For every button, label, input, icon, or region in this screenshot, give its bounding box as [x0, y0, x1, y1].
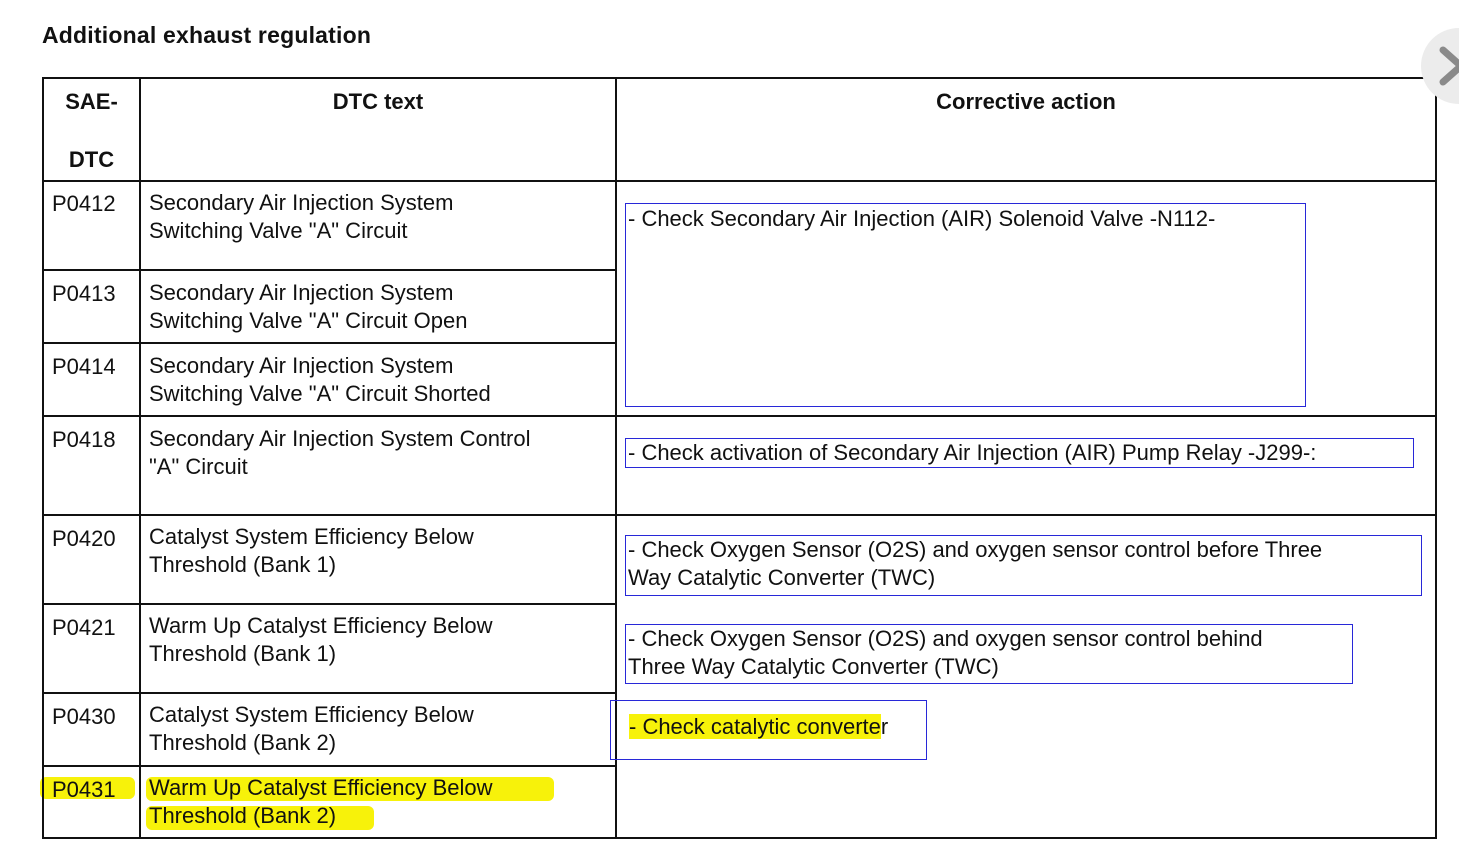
dtc-description-line: "A" Circuit: [149, 454, 248, 479]
table-border: [42, 342, 617, 344]
table-border: [42, 415, 1437, 417]
dtc-code: P0421: [52, 615, 116, 640]
dtc-description: [149, 352, 491, 408]
corrective-action-text: - Check Oxygen Sensor (O2S) and oxygen sensor control behind: [628, 626, 1263, 651]
table-border: [42, 837, 1437, 839]
dtc-description-line: Threshold (Bank 1): [149, 552, 337, 577]
table-border: [42, 514, 1437, 516]
dtc-description-line: Secondary Air Injection System: [149, 190, 454, 215]
dtc-description: [149, 425, 531, 481]
corrective-action-text: r: [880, 714, 889, 739]
table-border: [42, 77, 1437, 79]
dtc-description: [149, 279, 467, 335]
header-corrective-action: Corrective action: [936, 89, 1116, 114]
dtc-description-line: Warm Up Catalyst Efficiency Below: [149, 613, 493, 638]
dtc-description-line: Catalyst System Efficiency Below: [149, 702, 474, 727]
dtc-description-line: Secondary Air Injection System Control: [149, 426, 531, 451]
dtc-code: P0412: [52, 191, 116, 216]
dtc-description-line: Catalyst System Efficiency Below: [149, 524, 474, 549]
corrective-action-text: - Check Oxygen Sensor (O2S) and oxygen sensor control before Three: [628, 537, 1323, 562]
table-border: [42, 180, 1437, 182]
table-border: [42, 692, 617, 694]
highlighted-text: - Check catalytic converte: [629, 714, 881, 739]
dtc-code: P0431: [52, 777, 116, 802]
dtc-description-line: Threshold (Bank 2): [149, 803, 337, 828]
table-border: [42, 77, 44, 839]
dtc-description-line: Switching Valve "A" Circuit Open: [149, 308, 468, 333]
dtc-code: P0413: [52, 281, 116, 306]
dtc-description: [149, 774, 493, 830]
corrective-action-catalytic: [610, 700, 927, 760]
corrective-action-air-pump: [625, 438, 1414, 468]
corrective-action-o2s-behind: [625, 624, 1353, 684]
header-sae: SAE-: [65, 89, 118, 114]
dtc-code: P0420: [52, 526, 116, 551]
corrective-action-text: - Check activation of Secondary Air Injection (AIR) Pump Relay -J299-:: [628, 440, 1317, 465]
header-dtc-text: DTC text: [332, 89, 424, 114]
corrective-action-text: Three Way Catalytic Converter (TWC): [628, 654, 999, 679]
corrective-action-text: - Check Secondary Air Injection (AIR) Solenoid Valve -N112-: [628, 206, 1216, 231]
dtc-description-line: Switching Valve "A" Circuit Shorted: [149, 381, 491, 406]
dtc-code: P0414: [52, 354, 116, 379]
dtc-description-line: Warm Up Catalyst Efficiency Below: [149, 775, 493, 800]
dtc-description: [149, 701, 474, 757]
dtc-description-line: Secondary Air Injection System: [149, 280, 454, 305]
corrective-action-text: Way Catalytic Converter (TWC): [628, 565, 936, 590]
dtc-description-line: Secondary Air Injection System: [149, 353, 454, 378]
table-border: [42, 603, 617, 605]
dtc-description-line: Threshold (Bank 1): [149, 641, 337, 666]
chevron-right-icon: [1435, 46, 1459, 86]
table-border: [139, 77, 141, 839]
dtc-description: [149, 523, 474, 579]
dtc-description: [149, 612, 493, 668]
dtc-code: P0430: [52, 704, 116, 729]
dtc-description-line: Switching Valve "A" Circuit: [149, 218, 408, 243]
dtc-code: P0418: [52, 427, 116, 452]
corrective-action-o2s-before: [625, 535, 1422, 596]
corrective-action-air-valve: [625, 203, 1306, 407]
table-border: [42, 269, 617, 271]
dtc-description-line: Threshold (Bank 2): [149, 730, 337, 755]
table-border: [1435, 77, 1437, 839]
header-dtc: DTC: [68, 147, 115, 172]
table-border: [42, 765, 617, 767]
page-title: Additional exhaust regulation: [42, 22, 372, 48]
dtc-description: [149, 189, 453, 245]
